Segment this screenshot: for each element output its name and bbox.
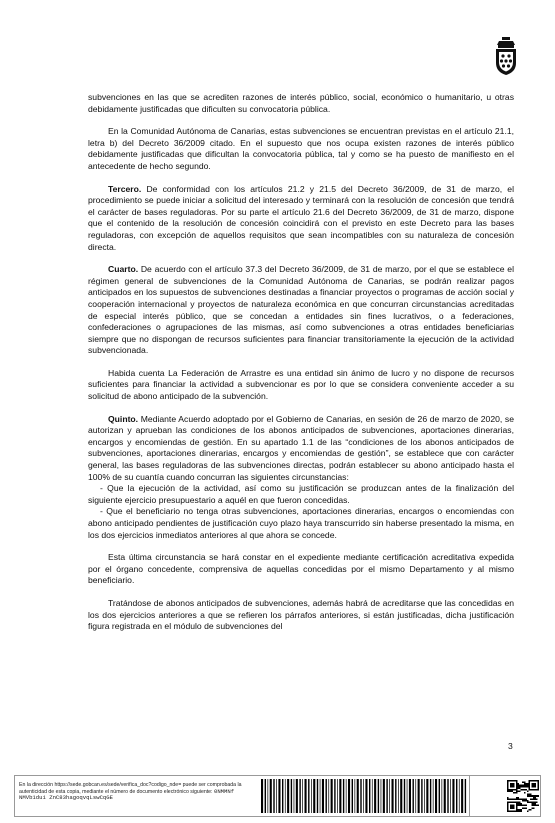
paragraph: Esta última circunstancia se hará constar en el expediente mediante certificación acreditativa expedida por el órgano concedente, comprensiva de aquellas concedidas por el mismo Departamento y al mismo beneficiario. [88, 552, 514, 586]
list-item: - Que el beneficiario no tenga otras subvenciones, aportaciones dinerarias, encargos o encomiendas con abono anticipado pendientes de justificación cuyo plazo haya transcurrido sin haberse presentado la misma, en los dos ejercicios inmediatos anteriores al que ahora se concede. [88, 506, 514, 540]
divider [469, 776, 470, 816]
barcode-icon [261, 779, 467, 813]
verification-footer [14, 775, 541, 817]
heading-cuarto: Cuarto. [108, 264, 139, 275]
document-code: 0NMMNf NMVb1dui ZnC83hagoqvqLswCqGE [19, 787, 235, 802]
qr-code-icon [507, 780, 539, 812]
page-number: 3 [508, 741, 513, 751]
paragraph-cuarto: Cuarto. De acuerdo con el artículo 37.3 del Decreto 36/2009, de 31 de marzo, por el que se establece el régimen general de subvenciones de la Comunidad Autónoma de Canarias, se podrán realizar pagos anticipados en los supuestos de subvenciones destinadas a financiar proyectos o programas de acción social y cooperación internacional y proyectos de naturaleza económica en que concurran circunstancias acreditadas de especial interés público, que se concedan a entidades sin fines lucrativos, o a federaciones, confederaciones o agrupaciones de las mismas, así como subvenciones a otras entidades beneficiarias siempre que no dispongan de recursos suficientes para financiar transitoriamente la ejecución de la actividad subvencionada. [88, 264, 515, 356]
heading-tercero: Tercero. [108, 183, 142, 194]
coat-of-arms-icon [493, 36, 519, 76]
paragraph: Tratándose de abonos anticipados de subvenciones, además habrá de acreditarse que las concedidas en los dos ejercicios anteriores a que se refieren los párrafos anteriores, si están justificadas, dicha justificación figura registrada en el módulo de subvenciones del [88, 597, 514, 632]
heading-quinto: Quinto. [108, 413, 139, 424]
verification-text: En la dirección https://sede.gobcan.es/sede/verifica_doc?codigo_nde= puede ser comprobada la autenticidad de esta copia, mediante el número de documento electrónico siguiente: 0NMMNf NMVb1dui ZnC83hagoqvqLswCqGE [19, 782, 242, 802]
paragraph-tercero: Tercero. De conformidad con los artículos 21.2 y 21.5 del Decreto 36/2009, de 31 de marzo, el procedimiento se puede iniciar a solicitud del interesado y terminará con la resolución de concesión que tendrá el carácter de bases reguladoras. Por su parte el artículo 21.6 del Decreto 36/2009, de 31 de marzo, dispone que el contenido de la resolución de concesión coincidirá con el previsto en este Decreto para las bases reguladoras, con excepción de aquellos requisitos que sean incompatibles con su naturaleza de concesión directa. [88, 183, 514, 252]
list-item: - Que la ejecución de la actividad, así como su justificación se produzcan antes de la finalización del siguiente ejercicio presupuestario a aquél en que fueron concedidas. [88, 483, 514, 505]
paragraph: En la Comunidad Autónoma de Canarias, estas subvenciones se encuentran previstas en el artículo 21.1, letra b) del Decreto 36/2009 citado. En el supuesto que nos ocupa existen razones de interés público debidamente justificadas que dificultan la convocatoria pública, tal y como se ha puesto de manifiesto en el antecedente de hecho segundo. [88, 126, 514, 171]
paragraph: subvenciones en las que se acrediten razones de interés público, social, económico o humanitario, u otras debidamente justificadas que dificulten su convocatoria pública. [88, 92, 514, 114]
paragraph-quinto: Quinto. Mediante Acuerdo adoptado por el Gobierno de Canarias, en sesión de 26 de marzo de 2020, se autorizan y aprueban las condiciones de los abonos anticipados de subvenciones, aportaciones dinerarias, encargos y encomiendas de gestión. En su apartado 1.1 de las “condiciones de los abonos anticipados de subvenciones, aportaciones dinerarias, encargos y encomiendas de gestión”, se establece que con carácter general, las bases reguladoras de las subvenciones directas, podrán establecer su abono anticipado hasta el 100% de su cuantía cuando concurran las siguientes circunstancias: [88, 413, 515, 482]
paragraph: Habida cuenta La Federación de Arrastre es una entidad sin ánimo de lucro y no dispone de recursos suficientes para financiar la actividad a subvencionar es por lo que se considera conveniente acceder a su solicitud de abono anticipado de la subvención. [88, 367, 514, 402]
document-body [88, 92, 514, 644]
